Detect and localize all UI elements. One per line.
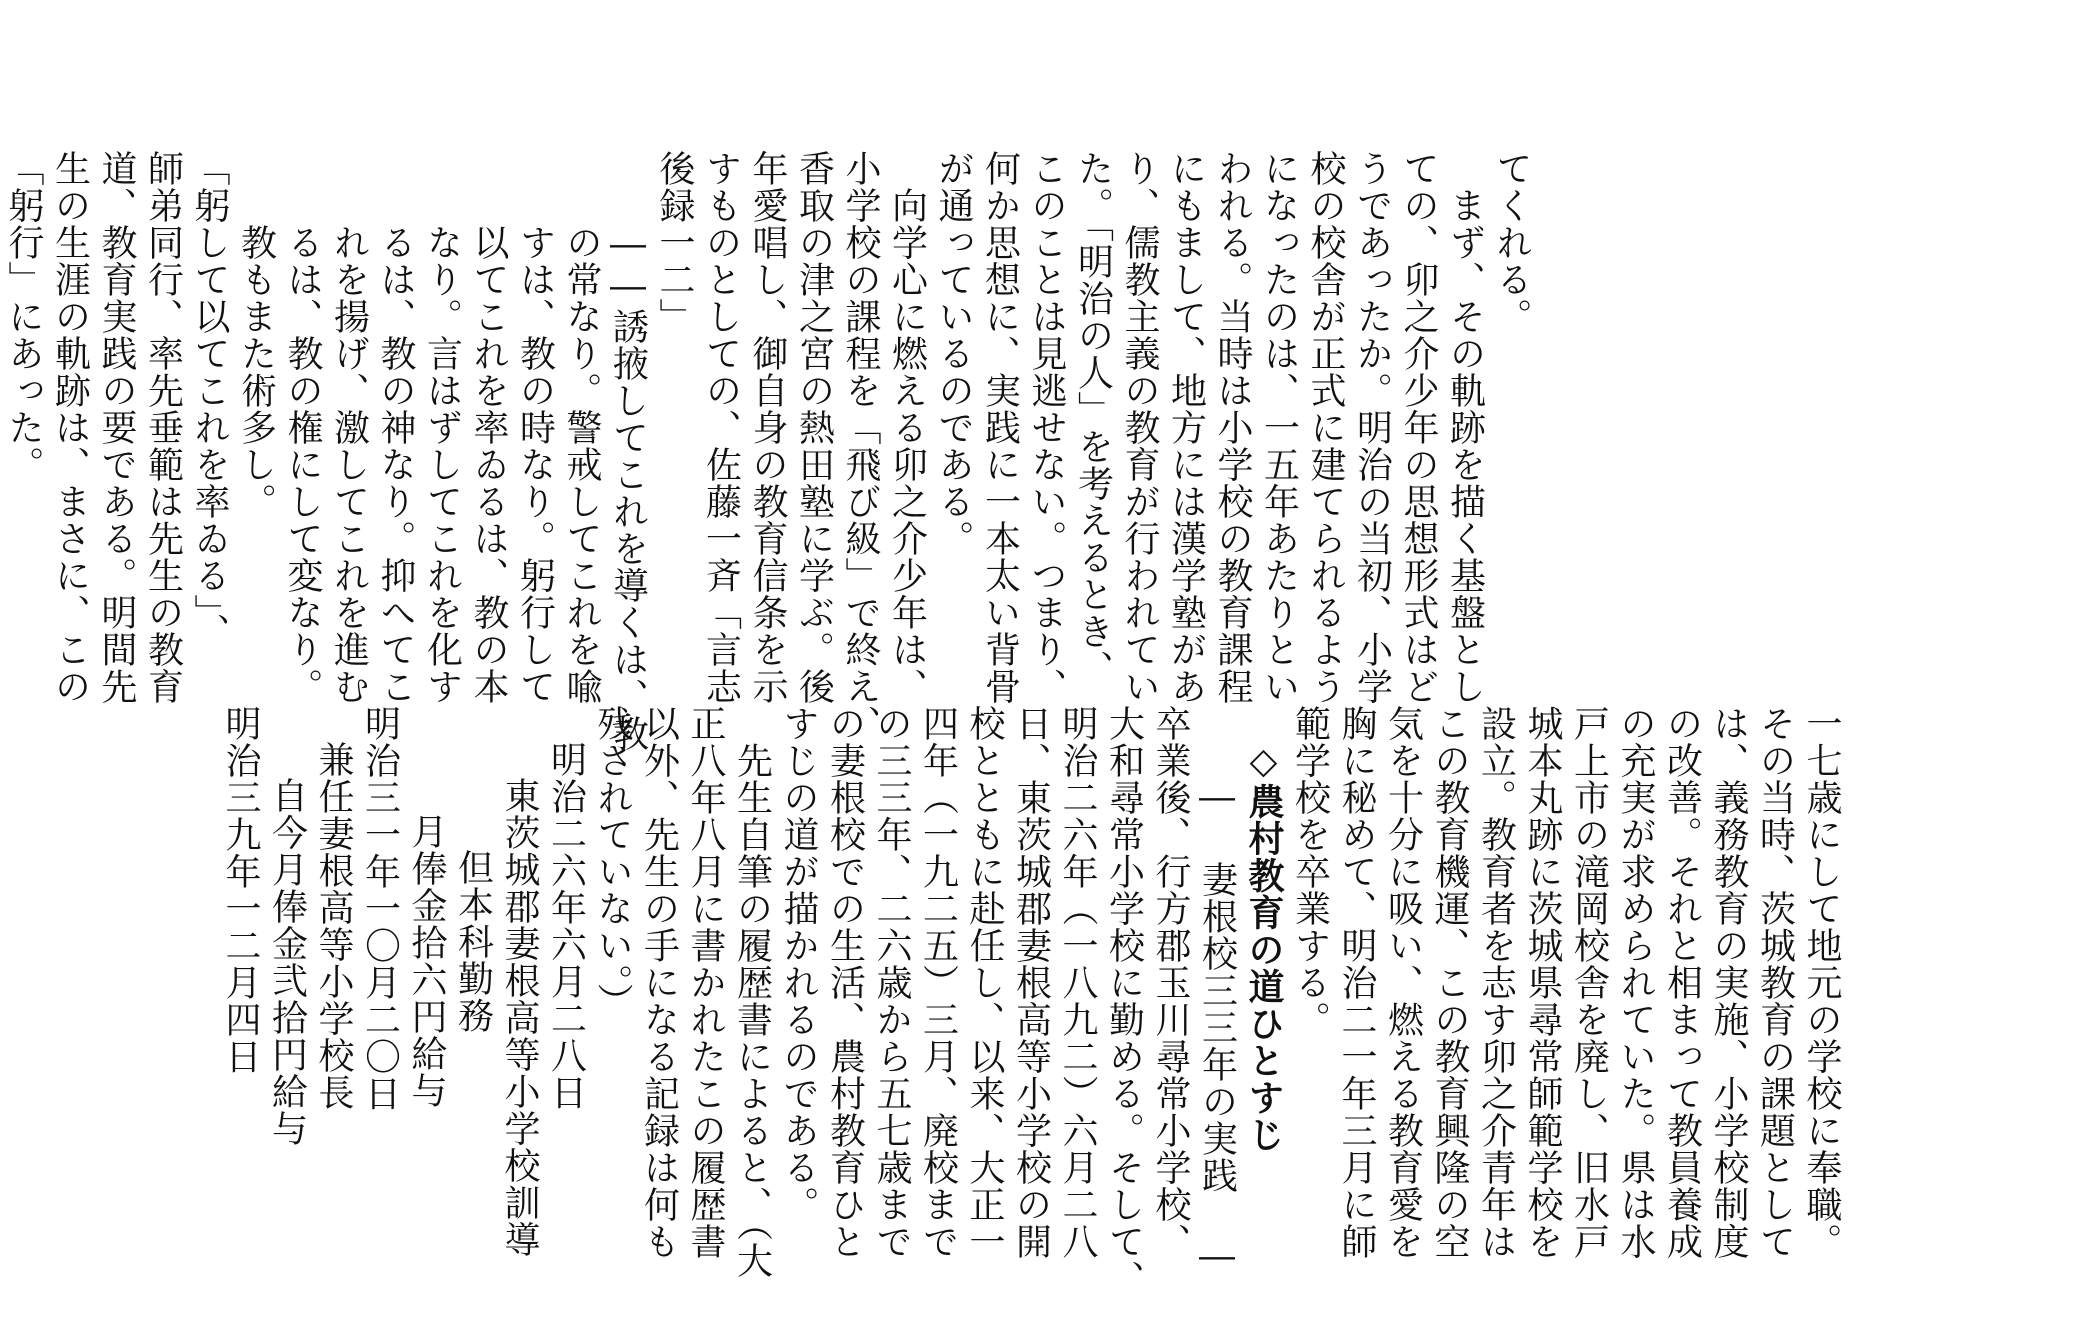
text-line: れを揚げ、激してこれを進む [328, 150, 370, 705]
text-line: 大和尋常小学校に勤める。そして、 [1103, 705, 1145, 1297]
text-line: 年愛唱し、御自身の教育信条を示 [747, 150, 788, 705]
record-line: 明治三九年一二月四日 [220, 705, 261, 1075]
text-line: 戸上市の滝岡校舎を廃し、旧水戸 [1568, 705, 1610, 1260]
record-line: 月俸金拾六円給与 [406, 813, 447, 1109]
text-line: 向学心に燃える卯之介少年は、 [886, 150, 928, 705]
text-line: すものとしての、佐藤一斉「言志 [700, 150, 742, 705]
section-subheading: ― 妻根校三三年の実践 ― [1196, 777, 1238, 1278]
text-line: その当時、茨城教育の課題として [1754, 705, 1796, 1260]
text-line: 正八年八月に書かれたこの履歴書 [685, 705, 726, 1260]
text-line: にもまして、地方には漢学塾があ [1165, 150, 1207, 705]
record-line: 明治三一年一〇月二〇日 [359, 705, 401, 1112]
text-line: この教育機運、この教育興隆の空 [1429, 705, 1470, 1260]
text-line: すは、教の時なり。躬行して [514, 150, 556, 705]
text-line: の妻根校での生活、農村教育ひと [824, 705, 866, 1260]
lower-text-block [217, 705, 1845, 1297]
text-line: 範学校を卒業する。 [1289, 705, 1331, 1038]
text-line: 残されていない。） [592, 705, 633, 1020]
text-line: 設立。教育者を志す卯之介青年は [1475, 705, 1517, 1260]
text-line: 城本丸跡に茨城県尋常師範学校を [1522, 705, 1563, 1260]
text-line: 先生自筆の履歴書によると、（大 [731, 705, 773, 1279]
upper-text-block [0, 150, 1534, 752]
text-line: り、儒教主義の教育が行われてい [1119, 150, 1160, 705]
text-line: われる。当時は小学校の教育課程 [1212, 150, 1253, 705]
text-line: 卒業後、行方郡玉川尋常小学校、 [1150, 705, 1191, 1260]
text-line: は、義務教育の実施、小学校制度 [1708, 705, 1749, 1260]
text-line: の常なり。警戒してこれを喩 [561, 150, 602, 705]
record-line: 自今月俸金弐拾円給与 [266, 777, 308, 1147]
record-line: 東茨城郡妻根高等小学校訓導 [499, 777, 540, 1258]
record-line: 但本科勤務 [452, 849, 494, 1034]
text-line: なり。言はずしてこれを化す [421, 150, 463, 705]
text-line: るは、教の権にして変なり。 [282, 150, 323, 705]
text-line: 「躬行」にあった。 [3, 150, 44, 483]
text-line: が通っているのである。 [933, 150, 974, 557]
text-line: 明治二六年（一八九二）六月二八 [1057, 705, 1098, 1260]
text-line: の三三年、二六歳から五七歳まで [871, 705, 912, 1260]
text-line: 気を十分に吸い、燃える教育愛を [1382, 705, 1424, 1260]
text-line: た。「明治の人」を考えるとき、 [1072, 150, 1114, 687]
text-line: 日、東茨城郡妻根高等小学校の開 [1010, 705, 1052, 1260]
section-heading: ◇農村教育の道ひとすじ [1243, 741, 1284, 1153]
text-line: 校の校舎が正式に建てられるよう [1305, 150, 1346, 705]
text-line: 以てこれを率ゐるは、教の本 [468, 150, 509, 705]
text-line: このことは見逃せない。つまり、 [1026, 150, 1067, 705]
text-line: ての、卯之介少年の思想形式はど [1398, 150, 1439, 705]
text-line: まず、その軌跡を描く基盤とし [1444, 150, 1486, 705]
record-line: 明治二六年六月二八日 [545, 741, 587, 1111]
text-line: 後録一二」 [654, 150, 695, 335]
text-line: 教もまた術多し。 [235, 150, 277, 520]
text-line: すじの道が描かれるのである。 [778, 705, 819, 1223]
text-line: 四年（一九二五）三月、廃校まで [917, 705, 959, 1260]
text-line: 生の生涯の軌跡は、まさに、この [49, 150, 91, 705]
text-line: うであったか。明治の当初、小学 [1351, 150, 1393, 705]
text-line: 校とともに赴任し、以来、大正一 [964, 705, 1005, 1260]
text-line: の充実が求められていた。県は水 [1615, 705, 1656, 1260]
record-line: 兼任妻根高等小学校長 [313, 741, 354, 1111]
text-line: ――誘掖してこれを導くは、教 [607, 150, 649, 752]
text-line: 「躬して以てこれを率ゐる」、 [189, 150, 230, 650]
text-line: 何か思想に、実践に一本太い背骨 [979, 150, 1021, 705]
text-line: になったのは、一五年あたりとい [1258, 150, 1300, 705]
text-line: の改善。それと相まって教員養成 [1661, 705, 1703, 1260]
text-line: るは、教の神なり。抑へてこ [375, 150, 416, 705]
text-line: てくれる。 [1491, 150, 1532, 335]
text-line: 道、教育実践の要である。明間先 [96, 150, 137, 705]
text-line: 小学校の課程を「飛び級」で終え、 [840, 150, 881, 742]
text-line: 胸に秘めて、明治二一年三月に師 [1336, 705, 1377, 1260]
text-line: 師弟同行、率先垂範は先生の教育 [142, 150, 184, 705]
text-line: 香取の津之宮の熱田塾に学ぶ。後 [793, 150, 835, 705]
text-line: 以外、先生の手になる記録は何も [638, 705, 680, 1260]
text-line: 一七歳にして地元の学校に奉職。 [1801, 705, 1842, 1260]
